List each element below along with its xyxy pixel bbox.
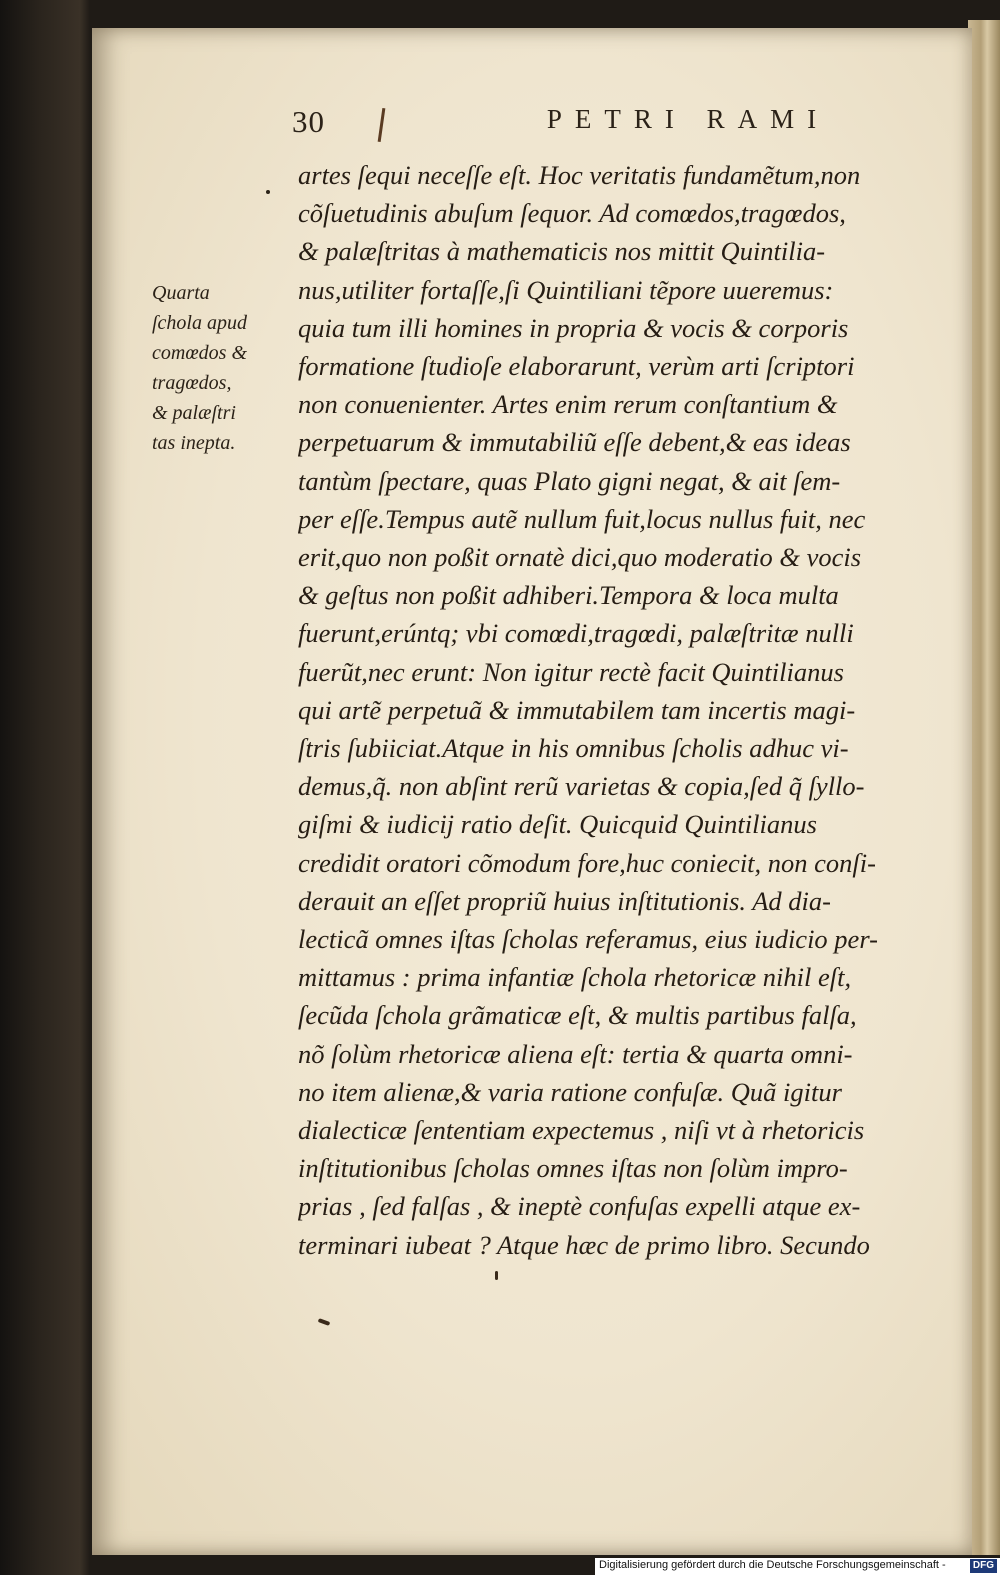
text-line: ſecũda ſchola grãmaticæ eſt, & multis partibus falſa,: [298, 1000, 857, 1031]
marginal-note-line: & palæſtri: [152, 402, 236, 424]
text-line: giſmi & iudicij ratio deſit. Quicquid Quintilianus: [298, 809, 817, 840]
text-line: dialecticæ ſententiam expectemus , niſi vt à rhetoricis: [298, 1115, 865, 1146]
book-page-edges: [968, 20, 1000, 1555]
main-text-block: [298, 156, 938, 1264]
text-line: quia tum illi homines in propria & vocis & corporis: [298, 312, 849, 343]
dfg-logo: DFG: [970, 1559, 997, 1573]
ink-speck: [495, 1271, 498, 1280]
text-line: terminari iubeat ? Atque hæc de primo libro. Secundo: [298, 1229, 870, 1260]
ink-stroke-mark: [378, 108, 386, 142]
marginal-note-line: ſchola apud: [152, 312, 247, 334]
text-line: non conuenienter. Artes enim rerum conſtantium &: [298, 389, 838, 420]
ink-speck: [318, 1318, 331, 1326]
marginal-note-line: comœdos &: [152, 342, 247, 364]
marginal-note-line: tragœdos,: [152, 372, 232, 394]
margin-dot-mark: [266, 190, 270, 194]
text-line: qui artẽ perpetuã & immutabilem tam incertis magi-: [298, 694, 856, 725]
text-line: perpetuarum & immutabiliũ eſſe debent,& eas ideas: [298, 427, 851, 458]
text-line: credidit oratori cõmodum fore,huc coniecit, non conſi-: [298, 847, 876, 878]
text-line: nõ ſolùm rhetoricæ aliena eſt: tertia & quarta omni-: [298, 1038, 853, 1069]
running-head: [292, 104, 912, 152]
digitization-credit-bar: [595, 1558, 1000, 1575]
text-line: demus,q̃. non abſint rerũ varietas & copia,ſed q̃ ſyllo-: [298, 771, 865, 802]
text-line: ſtris ſubiiciat.Atque in his omnibus ſcholis adhuc vi-: [298, 733, 849, 764]
digitization-credit-text: Digitalisierung gefördert durch die Deutsche Forschungsgemeinschaft -: [599, 1559, 946, 1571]
text-line: cõſuetudinis abuſum ſequor. Ad comœdos,tragœdos,: [298, 198, 846, 229]
text-line: fuerunt,erúntq; vbi comœdi,tragœdi, palæſtritæ nulli: [298, 618, 854, 649]
text-line: per eſſe.Tempus autẽ nullum fuit,locus nullus fuit, nec: [298, 503, 866, 534]
text-line: lecticã omnes iſtas ſcholas referamus, eius iudicio per-: [298, 924, 878, 955]
marginal-note-line: Quarta: [152, 282, 210, 304]
text-line: mittamus : prima infantiæ ſchola rhetoricæ nihil eſt,: [298, 962, 852, 993]
page-number: 30: [292, 104, 325, 139]
text-line: nus,utiliter fortaſſe,ſi Quintiliani tẽpore uueremus:: [298, 274, 834, 305]
text-line: artes ſequi neceſſe eſt. Hoc veritatis fundamẽtum,non: [298, 160, 861, 190]
text-line: no item alienæ,& varia ratione confuſæ. Quã igitur: [298, 1076, 842, 1107]
author-running-title: PETRI RAMI: [546, 104, 830, 134]
text-line: & geſtus non poßit adhiberi.Tempora & loca multa: [298, 580, 839, 611]
text-line: inſtitutionibus ſcholas omnes iſtas non ſolùm impro-: [298, 1153, 848, 1184]
text-line: derauit an eſſet propriũ huius inſtitutionis. Ad dia-: [298, 885, 831, 916]
text-line: prias , ſed falſas , & ineptè confuſas expelli atque ex-: [298, 1191, 861, 1222]
text-line: erit,quo non poßit ornatè dici,quo moderatio & vocis: [298, 542, 862, 573]
text-line: tantùm ſpectare, quas Plato gigni negat, & ait ſem-: [298, 465, 841, 496]
marginal-note-line: tas inepta.: [152, 432, 236, 454]
text-line: & palæſtritas à mathematicis nos mittit Quintilia-: [298, 236, 826, 267]
book-page: [92, 28, 972, 1555]
text-line: formatione ſtudioſe elaborarunt, verùm arti ſcriptori: [298, 351, 855, 382]
text-line: fuerũt,nec erunt: Non igitur rectè facit Quintilianus: [298, 656, 844, 687]
marginal-note: [152, 278, 290, 458]
